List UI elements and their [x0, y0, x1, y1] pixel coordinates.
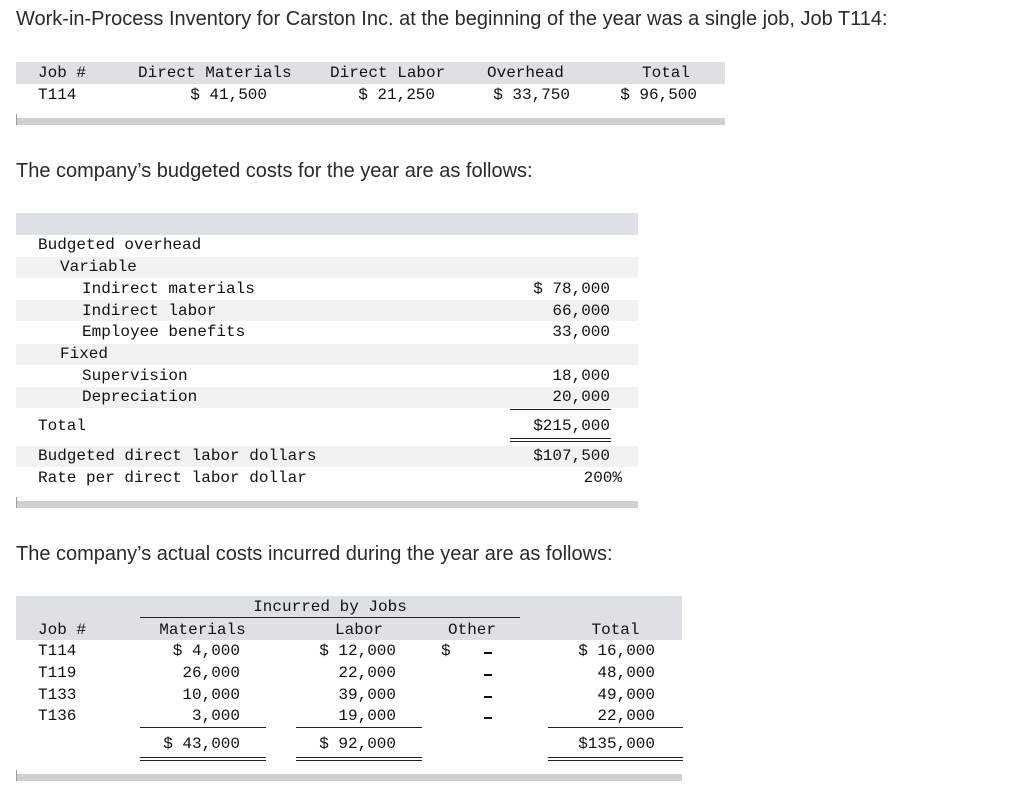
budgeted-dl-amount: $107,500: [533, 447, 610, 465]
rate-amount: 200%: [583, 469, 622, 487]
row-t114-job: T114: [38, 642, 77, 660]
supervision-label: Supervision: [82, 367, 188, 385]
indirect-labor-label: Indirect labor: [82, 302, 217, 320]
total-label: Total: [38, 417, 87, 435]
row-total: $ 96,500: [620, 86, 697, 104]
col-header-job: Job #: [38, 64, 87, 82]
group-header-incurred-by-jobs: Incurred by Jobs: [253, 598, 407, 616]
row-t136-materials: 3,000: [191, 707, 240, 725]
col-header-other: Other: [447, 621, 496, 639]
row-job: T114: [38, 86, 77, 104]
row-t119-job: T119: [38, 664, 77, 682]
indirect-labor-amount: 66,000: [552, 302, 610, 320]
col-header-total: Total: [641, 64, 690, 82]
row-t136-labor: 19,000: [338, 707, 396, 725]
employee-benefits-label: Employee benefits: [82, 323, 246, 341]
materials-subtotal-rule: [140, 727, 266, 728]
row-direct-materials: $ 41,500: [190, 86, 267, 104]
row-t136-other-dash: [484, 717, 492, 719]
row-t119-other-dash: [484, 674, 492, 676]
col-header-job: Job #: [38, 621, 87, 639]
row-t114-total: $ 16,000: [578, 642, 655, 660]
row-t133-other-dash: [484, 696, 492, 698]
row-t133-total: 49,000: [597, 686, 655, 704]
row-t114-labor: $ 12,000: [319, 642, 396, 660]
group-header-rule: [140, 617, 520, 618]
labor-total: $ 92,000: [319, 735, 396, 753]
table-footer-bar: [16, 774, 682, 781]
budget-heading: The company’s budgeted costs for the year are as follows:: [16, 160, 533, 182]
row-overhead: $ 33,750: [493, 86, 570, 104]
depreciation-label: Depreciation: [82, 388, 198, 406]
rate-label: Rate per direct labor dollar: [38, 469, 307, 487]
subtotal-rule: [510, 409, 611, 410]
total-amount: $215,000: [533, 417, 610, 435]
col-header-total: Total: [591, 621, 640, 639]
supervision-amount: 18,000: [552, 367, 610, 385]
grand-total: $135,000: [578, 735, 655, 753]
indirect-materials-label: Indirect materials: [82, 280, 255, 298]
col-header-labor: Labor: [334, 621, 383, 639]
variable-label: Variable: [60, 258, 137, 276]
row-t133-labor: 39,000: [338, 686, 396, 704]
fixed-label: Fixed: [60, 345, 109, 363]
row-t114-other: $: [441, 642, 451, 660]
indirect-materials-amount: $ 78,000: [533, 280, 610, 298]
header-band: [16, 213, 638, 235]
table-footer-bar: [16, 501, 638, 508]
row-t136-job: T136: [38, 707, 77, 725]
row-t119-materials: 26,000: [182, 664, 240, 682]
total-subtotal-rule: [548, 727, 683, 728]
employee-benefits-amount: 33,000: [552, 323, 610, 341]
table-footer-bar: [16, 118, 725, 125]
total-double-rule-top: [510, 438, 611, 439]
actual-heading: The company’s actual costs incurred during the year are as follows:: [16, 543, 613, 565]
row-t119-labor: 22,000: [338, 664, 396, 682]
row-t133-materials: 10,000: [182, 686, 240, 704]
intro-text: Work-in-Process Inventory for Carston Inc. at the beginning of the year was a single job, Job T114:: [16, 8, 888, 30]
total-double-rule-bottom: [510, 441, 611, 442]
row-t114-materials: $ 4,000: [172, 642, 240, 660]
row-t136-total: 22,000: [597, 707, 655, 725]
labor-subtotal-rule: [296, 727, 422, 728]
row-t133-job: T133: [38, 686, 77, 704]
budgeted-dl-label: Budgeted direct labor dollars: [38, 447, 317, 465]
col-header-direct-labor: Direct Labor: [330, 64, 446, 82]
row-direct-labor: $ 21,250: [358, 86, 435, 104]
col-header-materials: Materials: [159, 621, 246, 639]
row-t119-total: 48,000: [597, 664, 655, 682]
col-header-direct-materials: Direct Materials: [138, 64, 292, 82]
row-t114-other-dash: [484, 652, 492, 654]
depreciation-amount: 20,000: [552, 388, 610, 406]
materials-total: $ 43,000: [163, 735, 240, 753]
budgeted-overhead-label: Budgeted overhead: [38, 236, 202, 254]
col-header-overhead: Overhead: [487, 64, 564, 82]
